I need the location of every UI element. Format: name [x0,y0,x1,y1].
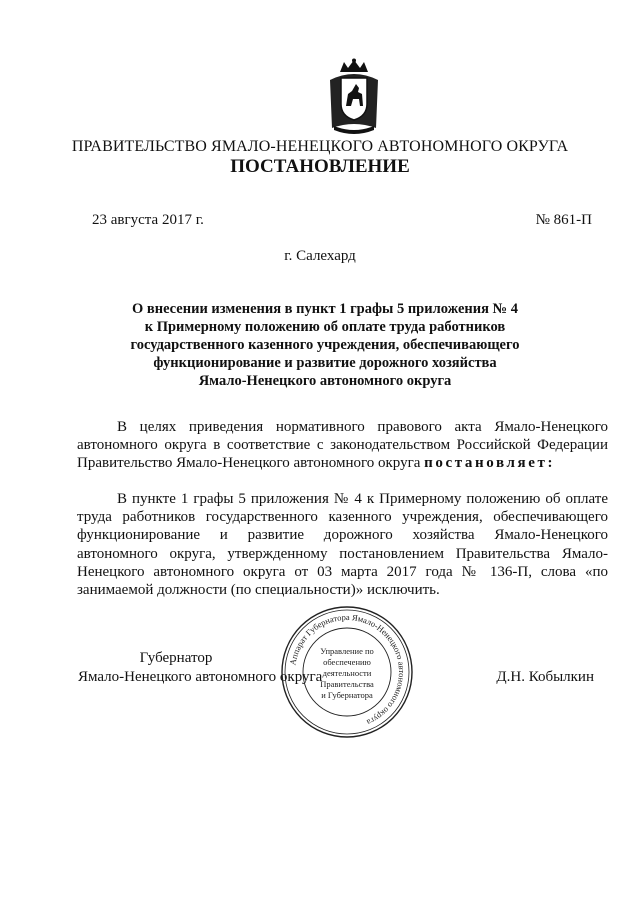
subject-line: функционирование и развитие дорожного хозяйства [153,355,497,371]
document-number: № 861-П [535,212,592,228]
document-subject [100,300,550,390]
seal-inner-line: обеспечению [323,657,371,667]
seal-inner-line: деятельности [322,668,372,678]
official-seal [279,604,415,740]
signatory-organization: Ямало-Ненецкого автономного округа [78,669,323,685]
document-date: 23 августа 2017 г. [92,212,204,228]
signatory-title: Губернатор [139,650,213,666]
organization-name: ПРАВИТЕЛЬСТВО ЯМАЛО-НЕНЕЦКОГО АВТОНОМНОГО ОКРУГА [71,138,569,155]
subject-line: государственного казенного учреждения, обеспечивающего [130,337,520,353]
document-city: г. Салехард [284,248,356,264]
seal-ring-text: Аппарат Губернатора Ямало-Ненецкого автономного округа [287,611,408,728]
subject-line: Ямало-Ненецкого автономного округа [198,373,452,389]
signatory-name: Д.Н. Кобылкин [496,669,594,685]
coat-of-arms-icon [326,58,382,134]
resolves-word: постановляет: [424,455,556,472]
preamble-text: В целях приведения нормативного правового акта Ямало-Ненецкого автономного округа в соответствие с законодательством Российской Федерации Правительство Ямало-Ненецкого автономного округа [77,419,608,472]
document-type: ПОСТАНОВЛЕНИЕ [230,156,410,177]
subject-line: к Примерному положению об оплате труда работников [144,319,506,335]
preamble-paragraph [77,418,608,473]
seal-inner-line: Правительства [320,679,374,689]
seal-inner-line: и Губернатора [321,690,373,700]
operative-text: В пункте 1 графы 5 приложения № 4 к Примерному положению об оплате труда работников государственного казенного учреждения, обеспечивающего функционирование и развитие дорожного хозяйства Ямало-Ненецкого автономного округа, утвержденному постановлением Правительства Ямало-Ненецкого автономного округа от 03 марта 2017 года № 136-П, слова «по занимаемой должности (по специальности)» исключить. [77,491,608,599]
operative-paragraph [77,490,608,599]
seal-inner-line: Управление по [320,646,374,656]
subject-line: О внесении изменения в пункт 1 графы 5 приложения № 4 [131,301,519,317]
